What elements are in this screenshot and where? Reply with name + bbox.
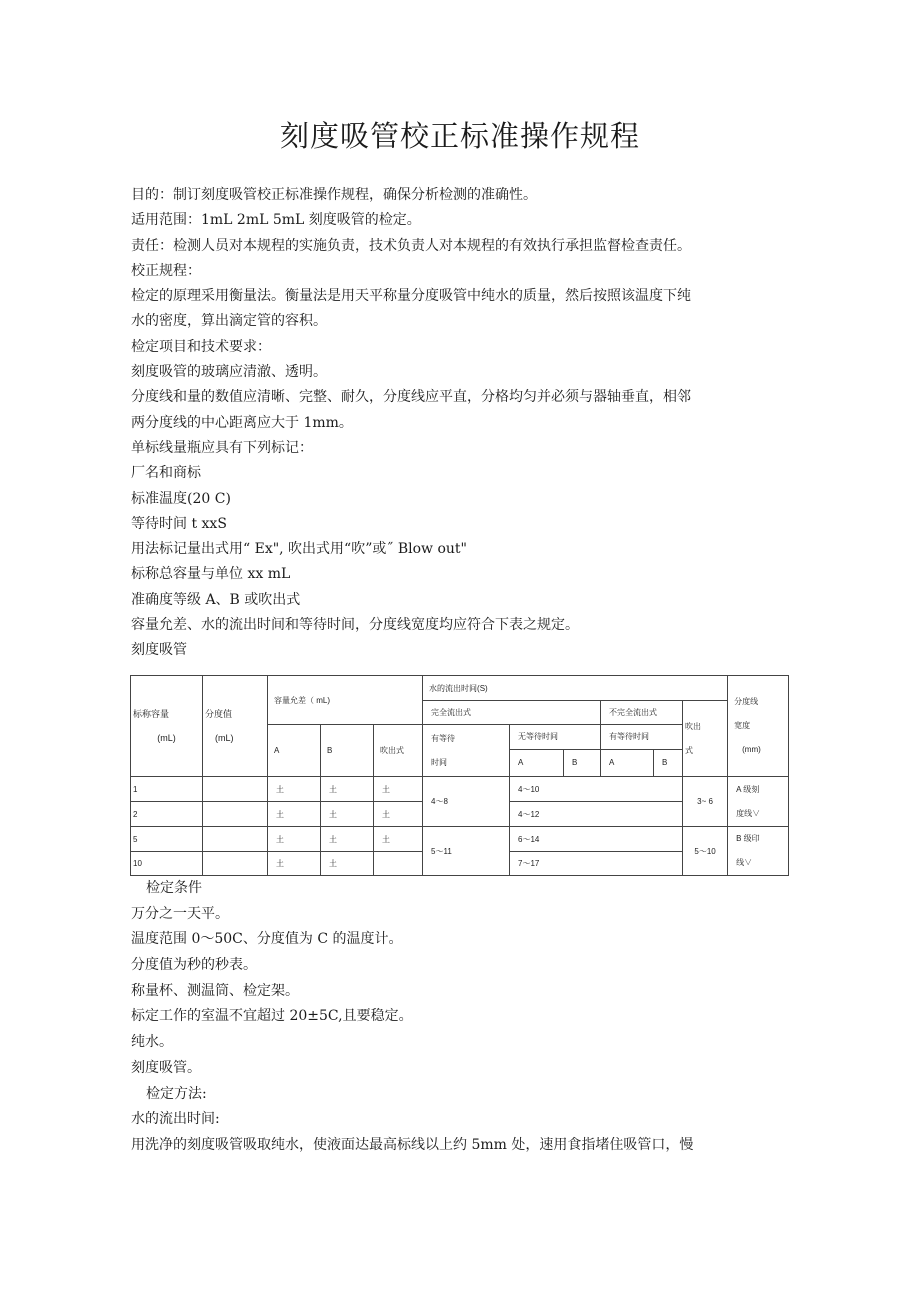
paragraph: 厂名和商标 [131, 465, 201, 482]
row-division [203, 802, 268, 827]
row-no-wait-time: 7～17 [510, 852, 683, 876]
header-class-b: B [321, 725, 374, 777]
row-division [203, 777, 268, 802]
paragraph: 两分度线的中心距离应大于 1mm。 [131, 414, 353, 431]
paragraph: 责任：检测人员对本规程的实施负责，技术负责人对本规程的有效执行承担监督检查责任。 [131, 237, 691, 254]
row-tol-blow [374, 852, 423, 876]
row-tol-a: 土 [268, 777, 321, 802]
row-tol-b: 土 [321, 827, 374, 852]
row-capacity: 10 [131, 852, 203, 876]
paragraph: 标定工作的室温不宜超过 20±5C,且要稳定。 [131, 1008, 413, 1025]
row-capacity: 5 [131, 827, 203, 852]
row-division [203, 852, 268, 876]
row-division [203, 827, 268, 852]
row-no-wait-time: 4～10 [510, 777, 683, 802]
cell-width-class-a: A 级刻 度线∨ [728, 777, 789, 827]
paragraph: 水的密度，算出滴定管的容积。 [131, 313, 327, 330]
paragraph: 等待时间 t xxS [131, 515, 227, 532]
header-division-value: 分度值 (mL) [203, 676, 268, 777]
body-text-top [131, 183, 771, 664]
paragraph: 刻度吸管。 [131, 1059, 201, 1076]
paragraph: 刻度吸管 [131, 642, 187, 659]
paragraph: 目的：制订刻度吸管校正标准操作规程，确保分析检测的准确性。 [131, 187, 537, 203]
header-complete-outflow: 完全流出式 [423, 701, 601, 725]
paragraph: 称量杯、测温筒、检定架。 [131, 982, 299, 999]
pipette-spec-table [130, 675, 789, 876]
header-blowout-type: 吹出式 [374, 725, 423, 777]
row-no-wait-time: 4～12 [510, 802, 683, 827]
header-with-wait-time: 有等待时间 A B [601, 725, 683, 777]
row-tol-blow: 土 [374, 827, 423, 852]
header-line-width: 分度线 宽度 (mm) [728, 676, 789, 777]
header-class-a: A [268, 725, 321, 777]
paragraph: 容量允差、水的流出时间和等待时间，分度线宽度均应符合下表之规定。 [131, 617, 579, 634]
paragraph: 准确度等级 A、B 或吹出式 [131, 591, 301, 608]
row-tol-b: 土 [321, 802, 374, 827]
page-title: 刻度吸管校正标准操作规程 [279, 119, 640, 153]
paragraph: 标准温度(20 C) [131, 490, 231, 507]
header-incomplete-outflow: 不完全流出式 [601, 701, 683, 725]
cell-wait-time-top: 4～8 [423, 777, 510, 827]
paragraph: 单标线量瓶应具有下列标记： [131, 439, 313, 456]
paragraph: 万分之一天平。 [131, 905, 229, 922]
paragraph: 用洗净的刻度吸管吸取纯水，使液面达最高标线以上约 5mm 处，速用食指堵住吸管口，慢 [131, 1136, 694, 1153]
body-text-bottom [131, 876, 771, 1159]
cell-wait-time-bottom: 5～11 [423, 827, 510, 876]
row-tol-a: 土 [268, 852, 321, 876]
row-tol-blow: 土 [374, 777, 423, 802]
cell-blow-time-bottom: 5～10 [683, 827, 728, 876]
header-blow-out: 吹出 式 [683, 701, 728, 777]
paragraph: 温度范围 0～50C、分度值为 C 的温度计。 [131, 931, 403, 948]
section-heading: 检定条件 [146, 880, 202, 896]
paragraph: 检定项目和技术要求： [131, 338, 271, 355]
row-no-wait-time: 6～14 [510, 827, 683, 852]
header-with-wait: 有等待 时间 [423, 725, 510, 777]
paragraph: 适用范围：1mL 2mL 5mL 刻度吸管的检定。 [131, 212, 421, 229]
paragraph: 纯水。 [131, 1034, 173, 1051]
row-capacity: 1 [131, 777, 203, 802]
row-tol-b: 土 [321, 852, 374, 876]
row-tol-a: 土 [268, 827, 321, 852]
cell-width-class-b: B 级印 线∨ [728, 827, 789, 876]
row-tol-a: 土 [268, 802, 321, 827]
row-capacity: 2 [131, 802, 203, 827]
row-tol-blow: 土 [374, 802, 423, 827]
paragraph: 刻度吸管的玻璃应清澈、透明。 [131, 364, 327, 381]
paragraph: 用法标记量出式用“ Ex", 吹出式用“吹”或˝ Blow out" [131, 541, 467, 558]
header-nominal-capacity: 标称容量 (mL) [131, 676, 203, 777]
paragraph: 分度线和量的数值应清晰、完整、耐久，分度线应平直，分格均匀并必须与器轴垂直，相邻 [131, 389, 691, 406]
paragraph: 分度值为秒的秒表。 [131, 957, 257, 974]
row-tol-b: 土 [321, 777, 374, 802]
header-no-wait: 无等待时间 A B [510, 725, 601, 777]
paragraph: 标称总容量与单位 xx mL [131, 566, 291, 583]
paragraph: 检定的原理采用衡量法。衡量法是用天平称量分度吸管中纯水的质量，然后按照该温度下纯 [131, 288, 691, 305]
header-tolerance: 容量允差（ mL) [268, 676, 423, 725]
header-flow-time: 水的流出时间(S) [423, 676, 728, 701]
section-heading: 检定方法: [146, 1085, 207, 1102]
paragraph: 水的流出时间: [131, 1111, 220, 1128]
cell-blow-time-top: 3~ 6 [683, 777, 728, 827]
paragraph: 校正规程： [131, 262, 201, 279]
